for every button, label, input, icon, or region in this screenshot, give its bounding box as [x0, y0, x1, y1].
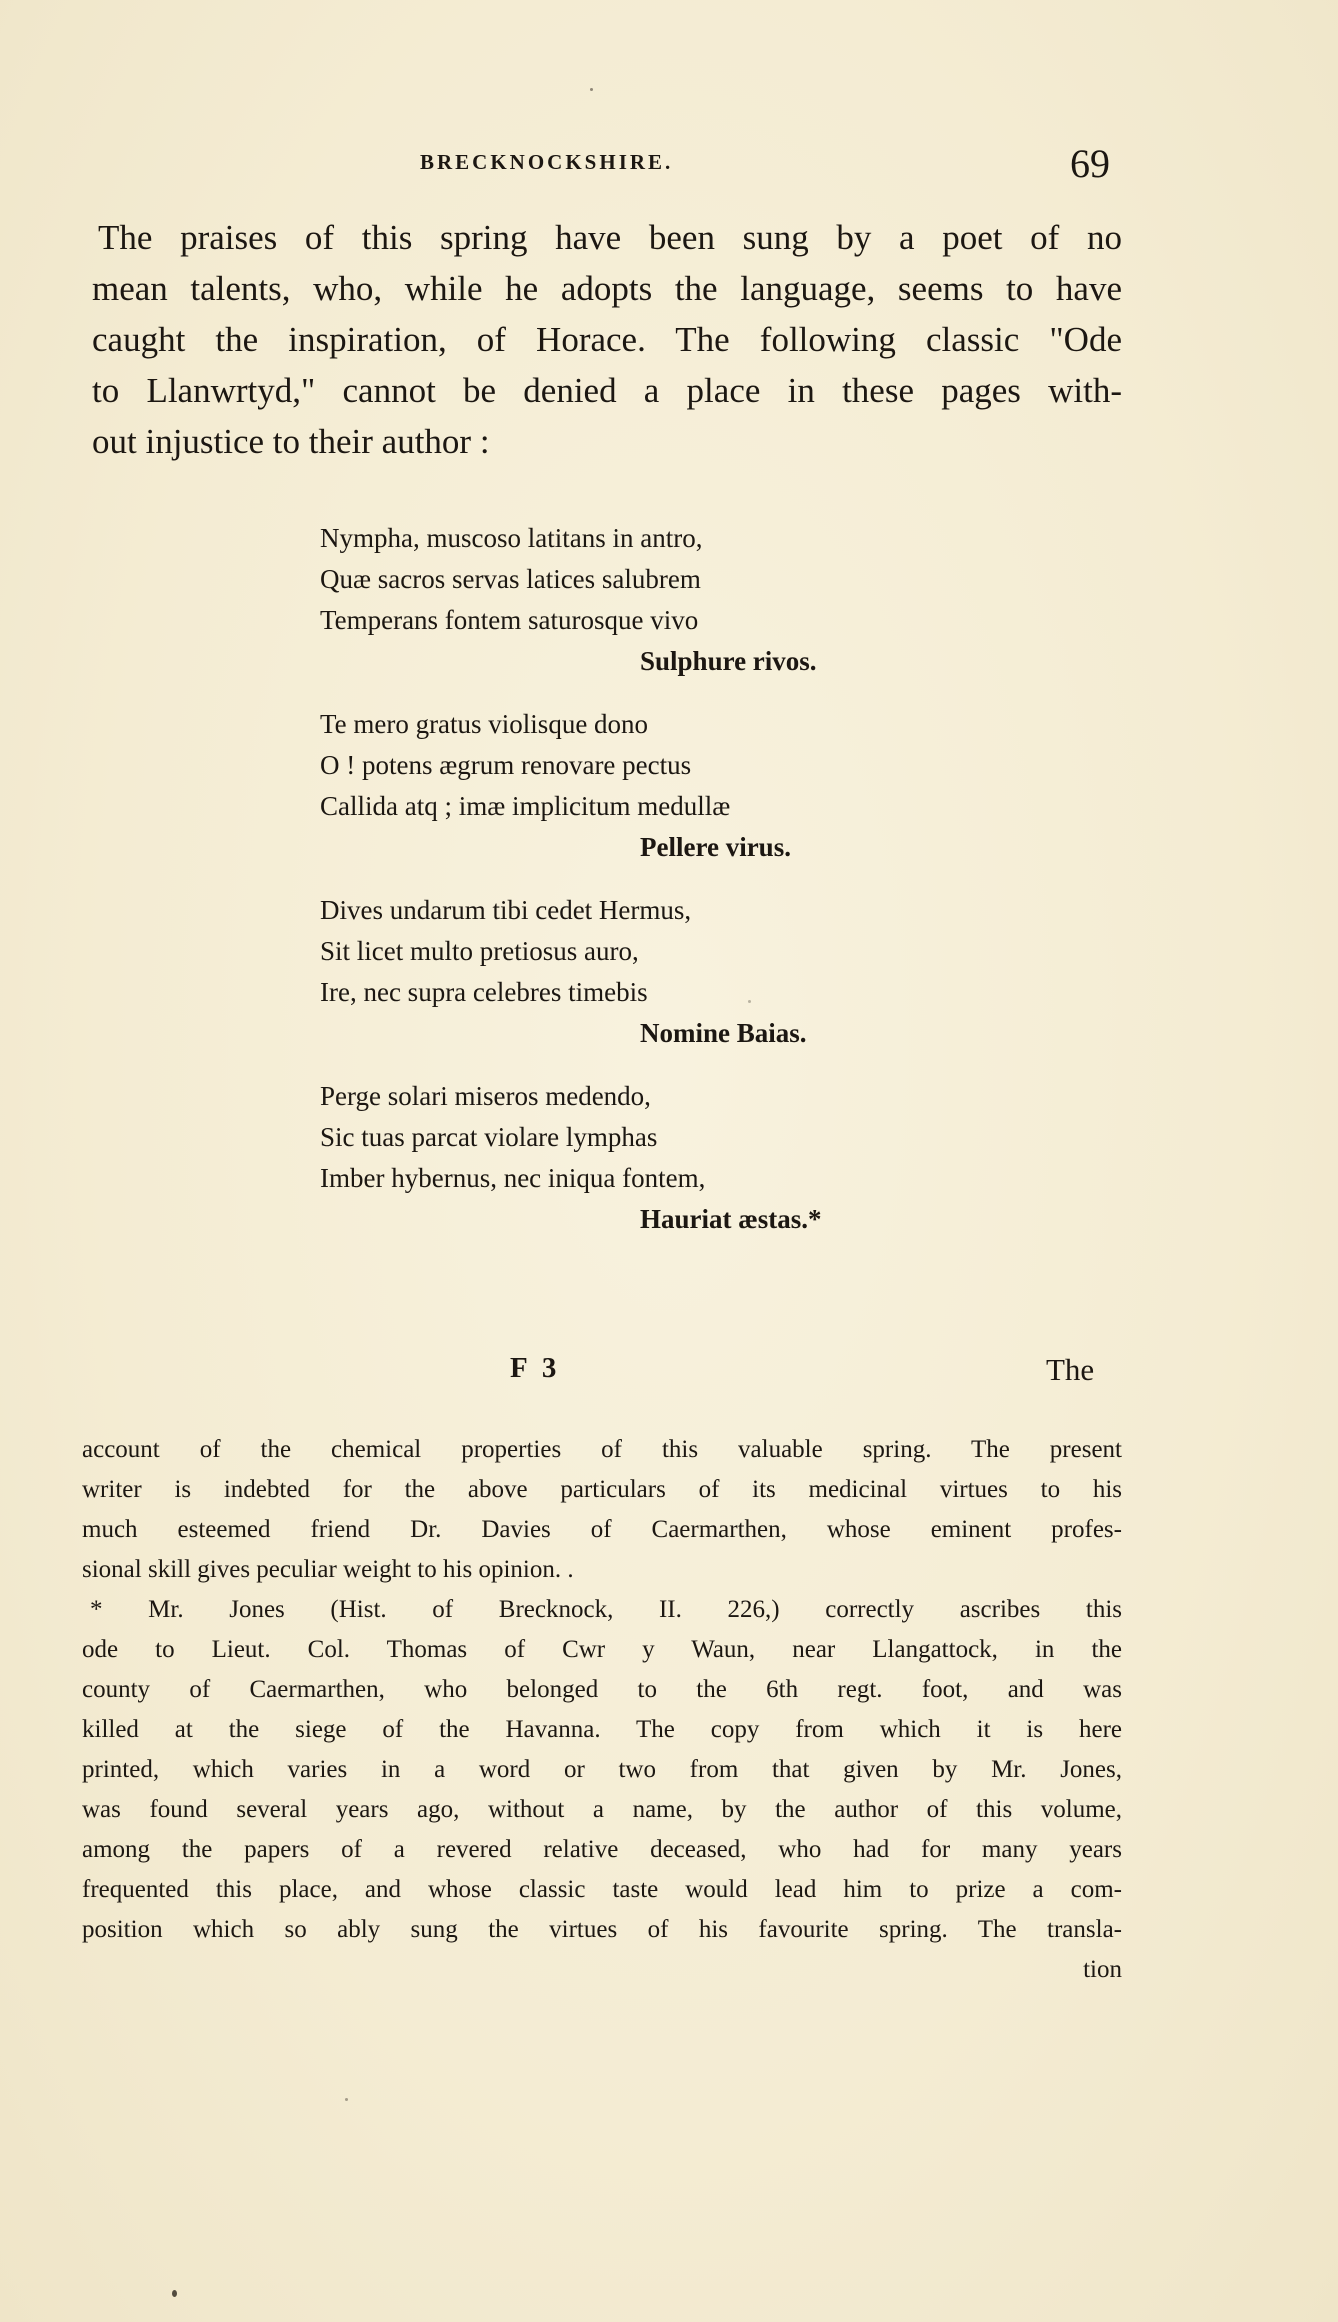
- poem-stanza: [320, 1076, 822, 1240]
- poem-line: Callida atq ; imæ implicitum medullæ: [320, 791, 731, 821]
- poem-line: Imber hybernus, nec iniqua fontem,: [320, 1163, 706, 1193]
- poem-line: Nympha, muscoso latitans in antro,: [320, 523, 703, 553]
- note-line: killed at the siege of the Havanna. The copy from which it is here: [82, 1716, 1122, 1743]
- footnotes: [82, 1430, 1122, 1990]
- body-line: caught the inspiration, of Horace. The following classic "Ode: [92, 320, 1122, 359]
- body-line: out injustice to their author :: [92, 422, 490, 461]
- poem-line: Sit licet multo pretiosus auro,: [320, 936, 639, 966]
- note-line: printed, which varies in a word or two from that given by Mr. Jones,: [82, 1756, 1122, 1783]
- paper-speck: [748, 1000, 751, 1003]
- poem-line: Perge solari miseros medendo,: [320, 1081, 651, 1111]
- note-line: was found several years ago, without a name, by the author of this volume,: [82, 1796, 1122, 1823]
- poem-line: Quæ sacros servas latices salubrem: [320, 564, 701, 594]
- poem-stanza: [320, 890, 822, 1054]
- paper-speck: [172, 2290, 177, 2297]
- note-line: much esteemed friend Dr. Davies of Caermarthen, whose eminent profes-: [82, 1516, 1122, 1543]
- running-head: BRECKNOCKSHIRE.: [420, 150, 674, 174]
- note-line: ode to Lieut. Col. Thomas of Cwr y Waun, near Llangattock, in the: [82, 1636, 1122, 1663]
- poem-adonic-line: Hauriat æstas.*: [640, 1204, 822, 1234]
- poem-stanza: [320, 518, 822, 682]
- body-line: The praises of this spring have been sung by a poet of no: [98, 218, 1122, 257]
- page-number: 69: [1070, 141, 1110, 186]
- poem-line: O ! potens ægrum renovare pectus: [320, 750, 692, 780]
- note-line: account of the chemical properties of this valuable spring. The present: [82, 1436, 1122, 1463]
- paper-speck: [590, 88, 593, 91]
- poem-line: Sic tuas parcat violare lymphas: [320, 1122, 658, 1152]
- poem-line: Ire, nec supra celebres timebis: [320, 977, 648, 1007]
- note-line: frequented this place, and whose classic taste would lead him to prize a com-: [82, 1876, 1122, 1903]
- note-line: * Mr. Jones (Hist. of Brecknock, II. 226,) correctly ascribes this: [90, 1596, 1122, 1623]
- latin-ode: [320, 518, 822, 1262]
- poem-line: Temperans fontem saturosque vivo: [320, 605, 699, 635]
- signature-mark: F 3: [510, 1352, 561, 1384]
- note-line: tion: [1083, 1956, 1122, 1983]
- note-line: sional skill gives peculiar weight to his opinion. .: [82, 1556, 574, 1583]
- catchword: The: [1046, 1352, 1095, 1387]
- poem-stanza: [320, 704, 822, 868]
- poem-adonic-line: Sulphure rivos.: [640, 646, 817, 676]
- note-line: position which so ably sung the virtues of his favourite spring. The transla-: [82, 1916, 1122, 1943]
- poem-line: Te mero gratus violisque dono: [320, 709, 649, 739]
- body-line: mean talents, who, while he adopts the language, seems to have: [92, 269, 1122, 308]
- body-paragraph: [92, 212, 1122, 467]
- note-line: among the papers of a revered relative deceased, who had for many years: [82, 1836, 1122, 1863]
- note-line: county of Caermarthen, who belonged to the 6th regt. foot, and was: [82, 1676, 1122, 1703]
- poem-adonic-line: Nomine Baias.: [640, 1018, 807, 1048]
- body-line: to Llanwrtyd," cannot be denied a place in these pages with-: [92, 371, 1122, 410]
- paper-speck: [345, 2098, 348, 2101]
- poem-adonic-line: Pellere virus.: [640, 832, 791, 862]
- poem-line: Dives undarum tibi cedet Hermus,: [320, 895, 692, 925]
- note-line: writer is indebted for the above particulars of its medicinal virtues to his: [82, 1476, 1122, 1503]
